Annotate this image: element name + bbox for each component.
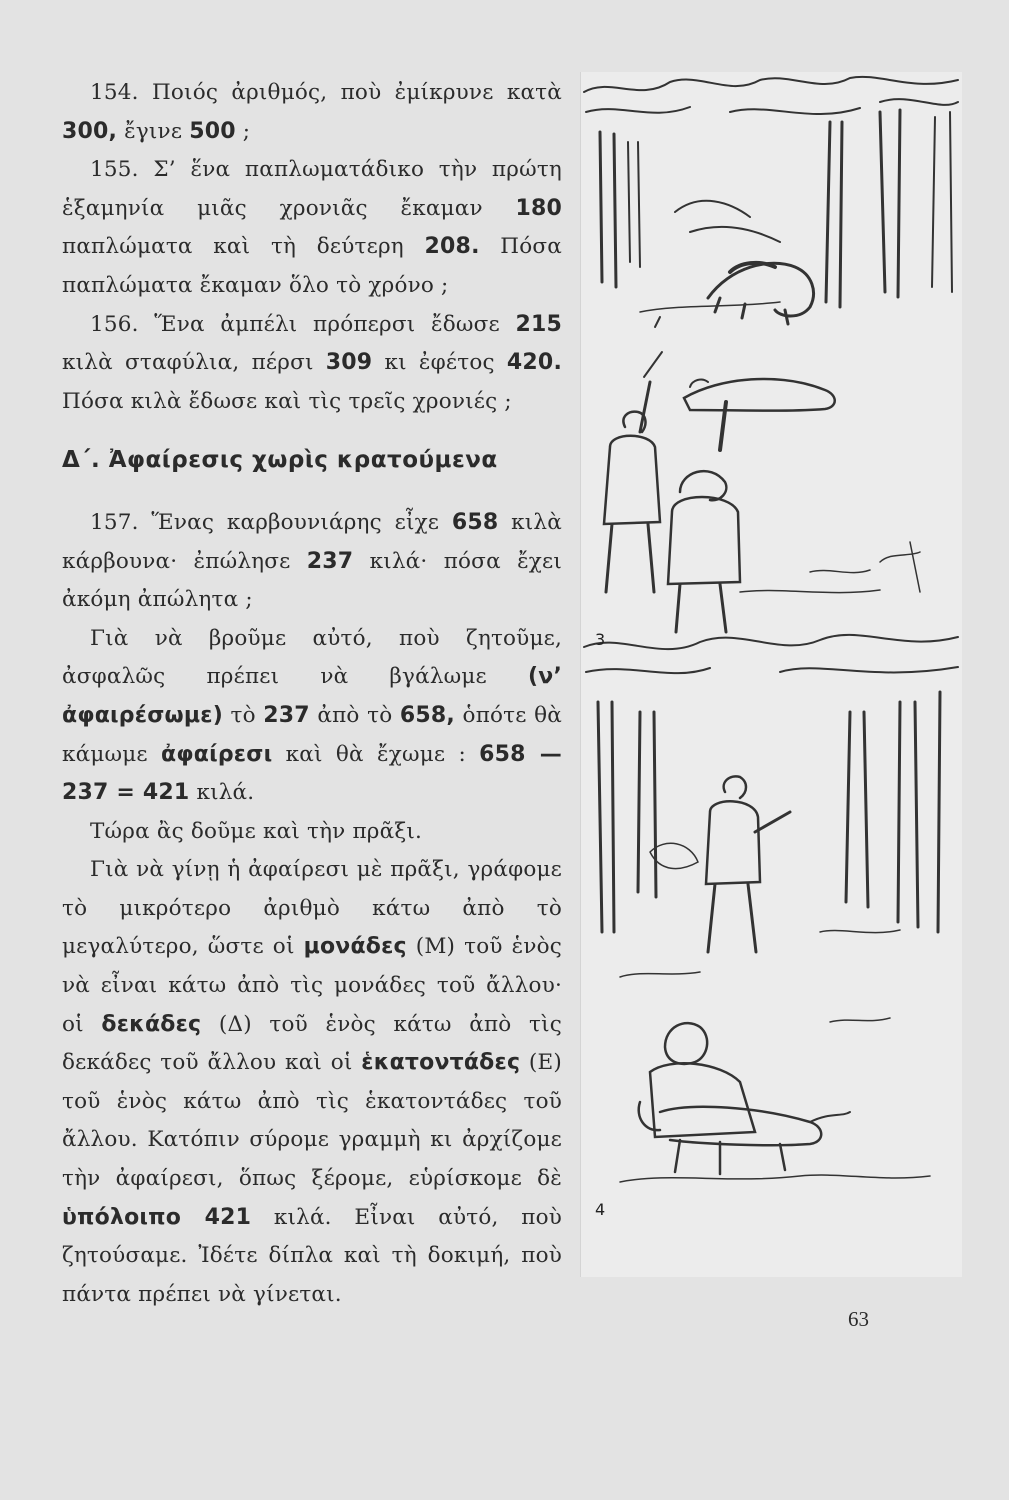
problem-155-num1: 180	[515, 195, 562, 221]
bold-remainder: ὑπόλοιπο 421	[62, 1204, 252, 1230]
bold-term-tens: δεκάδες	[101, 1011, 202, 1037]
problem-156-end: Πόσα κιλὰ ἔδωσε καὶ τὶς τρεῖς χρονιές ;	[62, 388, 512, 414]
bold-term-subtract: (ν’ ἀφαιρέσωμε)	[62, 664, 562, 728]
hunters-panel	[604, 317, 920, 632]
problem-157-lead: 157. Ἕνας καρβουνιάρης εἶχε	[90, 509, 452, 535]
page-number: 63	[848, 1307, 869, 1331]
panel-number-3: 3	[595, 630, 606, 649]
problem-156-num2: 309	[325, 350, 373, 376]
bold-term-hundreds: ἑκατοντάδες	[361, 1050, 521, 1076]
problem-157-num1: 658	[451, 509, 499, 535]
illustration-strip	[580, 72, 962, 1277]
text-run: Γιὰ νὰ βροῦμε αὐτό, ποὺ ζητοῦμε, ἀσφαλῶς πρέπει νὰ βγάλωμε	[62, 625, 562, 690]
problem-155	[62, 151, 562, 305]
forest-hunter-panel	[584, 635, 958, 977]
problem-154-lead: 154. Ποιός ἀριθμός, ποὺ ἐμίκρυνε κατὰ	[90, 80, 562, 105]
text-run: (Μ) τοῦ ἑνὸς νὰ εἶναι κάτω ἀπὸ τὶς μονάδες τοῦ ἄλλου· οἱ	[62, 934, 562, 1037]
problem-154-num1: 300,	[62, 118, 118, 144]
problem-157-mid: κιλὰ κάρβουνα· ἐπώλησε	[62, 509, 562, 574]
problem-156-mid: κιλὰ σταφύλια, πέρσι	[62, 350, 326, 376]
problem-157-num2: 237	[306, 548, 354, 574]
problem-156	[62, 306, 562, 422]
bold-term-units: μονάδες	[303, 934, 407, 960]
panel-number-4: 4	[595, 1200, 606, 1219]
text-run: ὁπότε θὰ κάμωμε	[62, 702, 563, 767]
bold-number: 658,	[399, 702, 455, 728]
boy-dog-panel	[620, 1018, 930, 1182]
text-run: ἀπὸ τὸ	[309, 702, 400, 728]
section-heading: Δ΄. Ἀφαίρεσις χωρὶς κρατούμενα	[62, 447, 498, 474]
text-run: κιλά. Εἶναι αὐτό, ποὺ ζητούσαμε. Ἰδέτε δίπλα καὶ τὴ δοκιμή, ποὺ πάντα πρέπει νὰ γίνεται.	[62, 1204, 562, 1307]
problem-156-mid2: κι ἐφέτος	[372, 350, 507, 376]
problem-154-mid: ἔγινε	[117, 118, 190, 144]
problem-156-num1: 215	[515, 311, 562, 337]
problem-154-end: ;	[235, 118, 251, 144]
problem-157	[62, 504, 562, 620]
explanation-paragraph-2: Τώρα ἂς δοῦμε καὶ τὴν πρᾶξι.	[90, 818, 423, 844]
problem-155-num2: 208.	[424, 234, 480, 260]
text-run: καὶ θὰ ἔχωμε :	[272, 741, 480, 767]
hunting-scene-sketch	[580, 72, 962, 1277]
explanation-paragraph-3	[62, 851, 562, 1314]
text-run: (Δ) τοῦ ἑνὸς κάτω ἀπὸ τὶς δεκάδες τοῦ ἄλλου καὶ οἱ	[62, 1011, 562, 1076]
text-run: κιλά.	[189, 780, 255, 806]
problem-156-num3: 420.	[506, 350, 563, 376]
text-column	[62, 74, 562, 1314]
problem-155-mid: παπλώματα καὶ τὴ δεύτερη	[62, 234, 425, 260]
bold-term-subtraction: ἀφαίρεσι	[161, 741, 273, 767]
text-run: Γιὰ νὰ γίνῃ ἡ ἀφαίρεσι μὲ πρᾶξι, γράφομε τὸ μικρότερο ἀριθμὸ κάτω ἀπὸ τὸ μεγαλύτερο, ὥστε οἱ	[62, 857, 562, 960]
problem-155-lead: 155. Σ’ ἕνα παπλωματάδικο τὴν πρώτη ἑξαμηνία μιᾶς χρονιᾶς ἔκαμαν	[62, 157, 562, 221]
explanation-paragraph-1	[62, 620, 562, 813]
problem-157-end: κιλά· πόσα ἔχει ἀκόμη ἀπώλητα ;	[62, 548, 562, 613]
problem-156-lead: 156. Ἕνα ἀμπέλι πρόπερσι ἔδωσε	[90, 311, 516, 337]
text-run: (Ε) τοῦ ἑνὸς κάτω ἀπὸ τὶς ἑκατοντάδες τοῦ ἄλλου. Κατόπιν σύρομε γραμμὴ κι ἀρχίζομε τὴν ἀφαίρεσι, ὅπως ξέρομε, εὑρίσκομε δὲ	[62, 1050, 562, 1192]
problem-154-num2: 500	[189, 118, 236, 144]
problem-154	[62, 74, 562, 151]
text-run: τὸ	[222, 702, 264, 728]
equation: 658 — 237 = 421	[62, 741, 562, 806]
forest-bear-panel	[584, 77, 958, 324]
problem-155-end: Πόσα παπλώματα ἔκαμαν ὅλο τὸ χρόνο ;	[62, 234, 562, 298]
bold-number: 237	[263, 702, 310, 728]
